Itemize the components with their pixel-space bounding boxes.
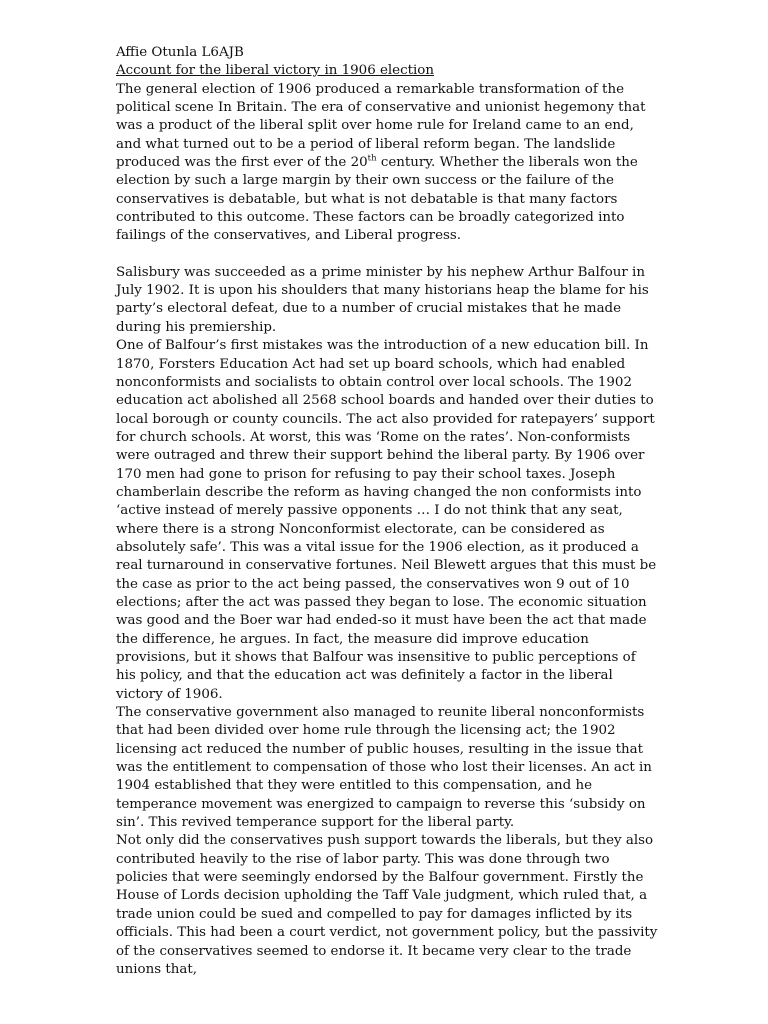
author-line: Affie Otunla L6AJB	[116, 45, 244, 60]
body-paragraph-labour-party: Not only did the conservatives push support towards the liberals, but they also contributed heavily to the rise of labor party. This was done through two policies that were seemingly endorsed by the Balfour government. Firstly the House of Lords decision upholding the Taff Vale judgment, which ruled that, a trade union could be sued and compelled to pay for damages inflicted by its officials. This had been a court verdict, not government policy, but the passivity of the conservatives seemed to endorse it. It became very clear to the trade unions that,	[116, 833, 658, 977]
intro-paragraph	[116, 81, 658, 246]
body-paragraph-education-act: One of Balfour’s first mistakes was the introduction of a new education bill. In 1870, Forsters Education Act had set up board schools, which had enabled nonconformists and socialists to obtain control over local schools. The 1902 education act abolished all 2568 school boards and handed over their duties to local borough or county councils. The act also provided for ratepayers’ support for church schools. At worst, this was ‘Rome on the rates’. Non-conformists were outraged and threw their support behind the liberal party. By 1906 over 170 men had gone to prison for refusing to pay their school taxes. Joseph chamberlain describe the reform as having changed the non conformists into ‘active instead of merely passive opponents … I do not think that any seat, where there is a strong Nonconformist electorate, can be considered as absolutely safe’. This was a vital issue for the 1906 election, as it produced a real turnaround in conservative fortunes. Neil Blewett argues that this must be the case as prior to the act being passed, the conservatives won 9 out of 10 elections; after the act was passed they began to lose. The economic situation was good and the Boer war had ended-so it must have been the act that made the difference, he argues. In fact, the measure did improve education provisions, but it shows that Balfour was insensitive to public perceptions of his policy, and that the education act was definitely a factor in the liberal victory of 1906.	[116, 338, 657, 702]
intro-text-start: The general election of 1906 produced a remarkable transformation of the political scene In Britain. The era of conservative and unionist hegemony that was a product of the liberal split over home rule for Ireland came to an end, and what turned out to be a period of liberal reform began. The landslide produced was the first ever of the 20	[116, 81, 646, 171]
body-paragraph-licensing-act: The conservative government also managed to reunite liberal nonconformists that had been divided over home rule through the licensing act; the 1902 licensing act reduced the number of public houses, resulting in the issue that was the entitlement to compensation of those who lost their licenses. An act in 1904 established that they were entitled to this compensation, and he temperance movement was energized to campaign to reverse this ‘subsidy on sin’. This revived temperance support for the liberal party.	[116, 705, 652, 831]
ordinal-superscript: th	[367, 153, 377, 164]
essay-title: Account for the liberal victory in 1906 election	[116, 63, 434, 79]
body-paragraph-balfour: Salisbury was succeeded as a prime minister by his nephew Arthur Balfour in July 1902. It is upon his shoulders that many historians heap the blame for his party’s electoral defeat, due to a number of crucial mistakes that he made during his premiership.	[116, 264, 649, 335]
intro-text-end: century. Whether the liberals won the election by such a large margin by their own success or the failure of the conservatives is debatable, but what is not debatable is that many factors contributed to this outcome. These factors can be broadly categorized into failings of the conservatives, and Liberal progress.	[116, 155, 638, 244]
